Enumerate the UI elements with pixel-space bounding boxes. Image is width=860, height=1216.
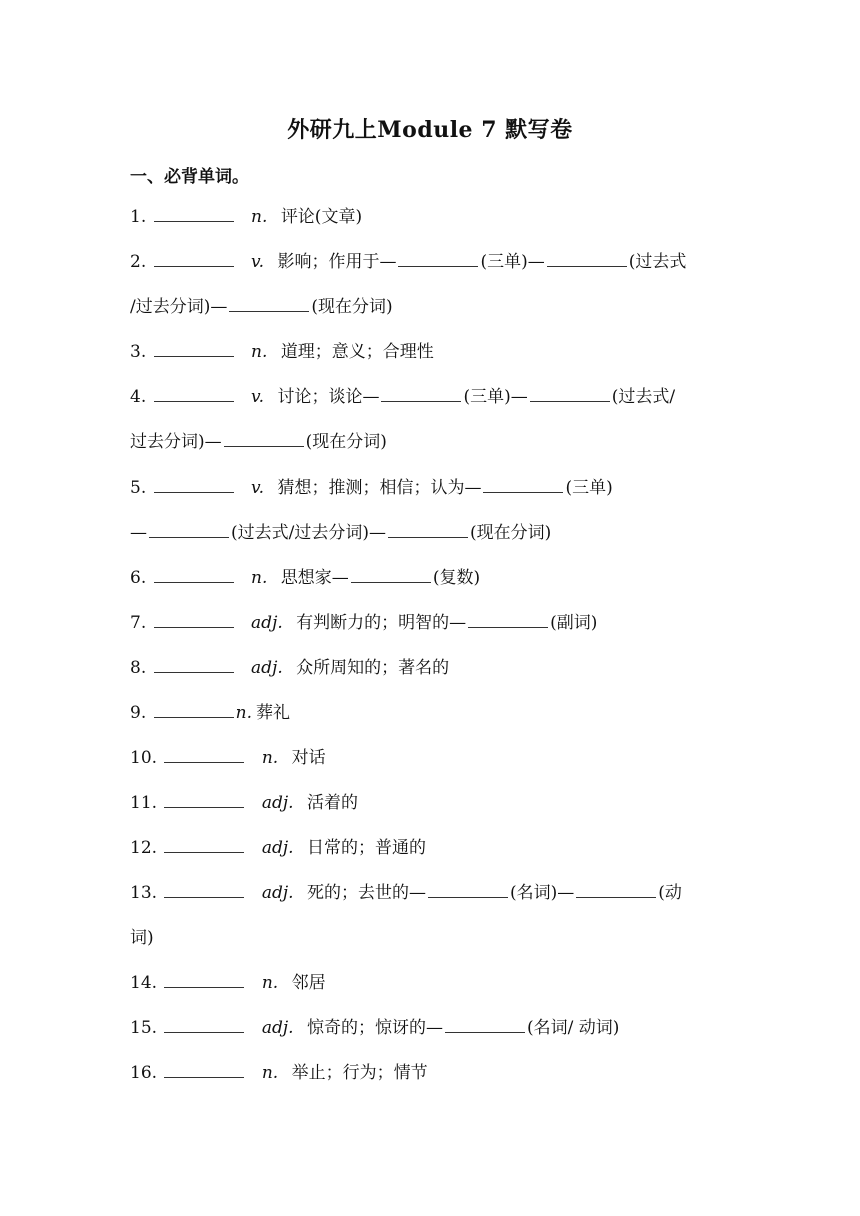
form-blank[interactable] [576, 883, 656, 898]
vocab-item-13 [130, 882, 740, 904]
form-blank[interactable] [468, 613, 548, 628]
form-label: (三单)— [480, 252, 545, 272]
part-of-speech: adj. [251, 613, 283, 633]
form-blank[interactable] [224, 432, 304, 447]
vocab-item-8 [130, 657, 740, 679]
part-of-speech: n. [261, 973, 279, 993]
item-number: 12. [130, 838, 158, 858]
part-of-speech: adj. [261, 883, 294, 903]
form-label: (三单)— [463, 387, 528, 407]
answer-blank[interactable] [154, 342, 234, 357]
form-label: (过去式/ [611, 387, 676, 407]
vocab-item-9 [130, 702, 740, 724]
part-of-speech: n. [261, 748, 279, 768]
form-label: (现在分词) [470, 523, 552, 543]
form-label: (动 [658, 883, 682, 903]
form-label: (现在分词) [305, 432, 387, 452]
vocab-item-2-cont [130, 296, 740, 318]
form-blank[interactable] [398, 252, 478, 267]
form-blank[interactable] [351, 568, 431, 583]
definition: 举止；行为；情节 [291, 1063, 428, 1083]
definition: 邻居 [291, 973, 326, 993]
form-label: 词) [130, 928, 154, 948]
vocab-item-5-cont [130, 522, 740, 544]
vocab-item-13-cont [130, 927, 740, 949]
part-of-speech: v. [251, 252, 265, 272]
vocab-item-3 [130, 341, 740, 363]
answer-blank[interactable] [164, 748, 244, 763]
vocab-item-16 [130, 1062, 740, 1084]
vocab-item-2 [130, 251, 740, 273]
form-label: (复数) [432, 568, 481, 588]
answer-blank[interactable] [164, 883, 244, 898]
form-label: (副词) [550, 613, 598, 633]
definition: 思想家— [280, 568, 349, 588]
form-label: (过去式/过去分词)— [231, 523, 386, 543]
definition: 死的；去世的— [306, 883, 426, 903]
form-label: — [130, 523, 147, 543]
form-blank[interactable] [388, 523, 468, 538]
part-of-speech: n. [251, 342, 268, 362]
vocab-item-14 [130, 972, 740, 994]
answer-blank[interactable] [154, 252, 234, 267]
form-label: (名词/ 动词) [526, 1018, 620, 1038]
definition: 活着的 [306, 793, 358, 813]
item-number: 3. [130, 342, 147, 362]
definition: 葬礼 [256, 703, 290, 723]
item-number: 15. [130, 1018, 158, 1038]
form-label: (三单) [565, 478, 613, 498]
part-of-speech: v. [251, 387, 265, 407]
form-label: /过去分词)— [130, 297, 228, 317]
vocab-item-7 [130, 612, 740, 634]
item-number: 11. [130, 793, 158, 813]
item-number: 2. [130, 252, 147, 272]
part-of-speech: adj. [261, 838, 294, 858]
part-of-speech: v. [251, 478, 265, 498]
item-number: 13. [130, 883, 158, 903]
answer-blank[interactable] [164, 1063, 244, 1078]
form-label: (名词)— [509, 883, 575, 903]
vocab-item-12 [130, 837, 740, 859]
part-of-speech: n. [251, 568, 268, 588]
vocab-item-5 [130, 477, 740, 499]
item-number: 9. [130, 703, 147, 723]
vocab-item-15 [130, 1017, 740, 1039]
part-of-speech: adj. [261, 793, 294, 813]
answer-blank[interactable] [154, 568, 234, 583]
definition: 评论(文章) [280, 207, 363, 227]
vocab-item-4-cont [130, 431, 740, 453]
form-label: (过去式 [628, 252, 687, 272]
definition: 日常的；普通的 [306, 838, 426, 858]
item-number: 8. [130, 658, 147, 678]
item-number: 16. [130, 1063, 158, 1083]
answer-blank[interactable] [164, 838, 244, 853]
answer-blank[interactable] [154, 703, 234, 718]
form-blank[interactable] [445, 1018, 525, 1033]
item-number: 14. [130, 973, 158, 993]
item-number: 6. [130, 568, 147, 588]
section-heading: 一、必背单词。 [130, 167, 249, 187]
form-blank[interactable] [381, 387, 461, 402]
part-of-speech: adj. [251, 658, 283, 678]
answer-blank[interactable] [164, 1018, 244, 1033]
definition: 有判断力的；明智的— [296, 613, 467, 633]
form-blank[interactable] [483, 478, 563, 493]
form-blank[interactable] [229, 297, 309, 312]
definition: 道理；意义；合理性 [280, 342, 434, 362]
part-of-speech: n. [261, 1063, 279, 1083]
part-of-speech: n. [251, 207, 268, 227]
answer-blank[interactable] [154, 658, 234, 673]
vocab-item-10 [130, 747, 740, 769]
vocab-item-1 [130, 206, 740, 228]
part-of-speech: n. [235, 703, 252, 723]
item-number: 7. [130, 613, 147, 633]
form-blank[interactable] [530, 387, 610, 402]
worksheet-title: 外研九上Module 7 默写卷 [287, 117, 573, 143]
part-of-speech: adj. [261, 1018, 294, 1038]
definition: 讨论；谈论— [277, 387, 380, 407]
item-number: 1. [130, 207, 147, 227]
answer-blank[interactable] [164, 793, 244, 808]
form-label: 过去分词)— [130, 432, 222, 452]
definition: 对话 [291, 748, 326, 768]
definition: 惊奇的；惊讶的— [306, 1018, 443, 1038]
form-blank[interactable] [149, 523, 229, 538]
form-blank[interactable] [428, 883, 508, 898]
item-number: 5. [130, 478, 147, 498]
answer-blank[interactable] [154, 387, 234, 402]
answer-blank[interactable] [154, 207, 234, 222]
form-blank[interactable] [547, 252, 627, 267]
vocab-item-6 [130, 567, 740, 589]
form-label: (现在分词) [311, 297, 393, 317]
vocab-item-11 [130, 792, 740, 814]
vocab-item-4 [130, 386, 740, 408]
answer-blank[interactable] [154, 613, 234, 628]
definition: 猜想；推测；相信；认为— [277, 478, 482, 498]
answer-blank[interactable] [154, 478, 234, 493]
item-number: 4. [130, 387, 147, 407]
item-number: 10. [130, 748, 158, 768]
answer-blank[interactable] [164, 973, 244, 988]
definition: 影响；作用于— [277, 252, 397, 272]
definition: 众所周知的；著名的 [296, 658, 450, 678]
